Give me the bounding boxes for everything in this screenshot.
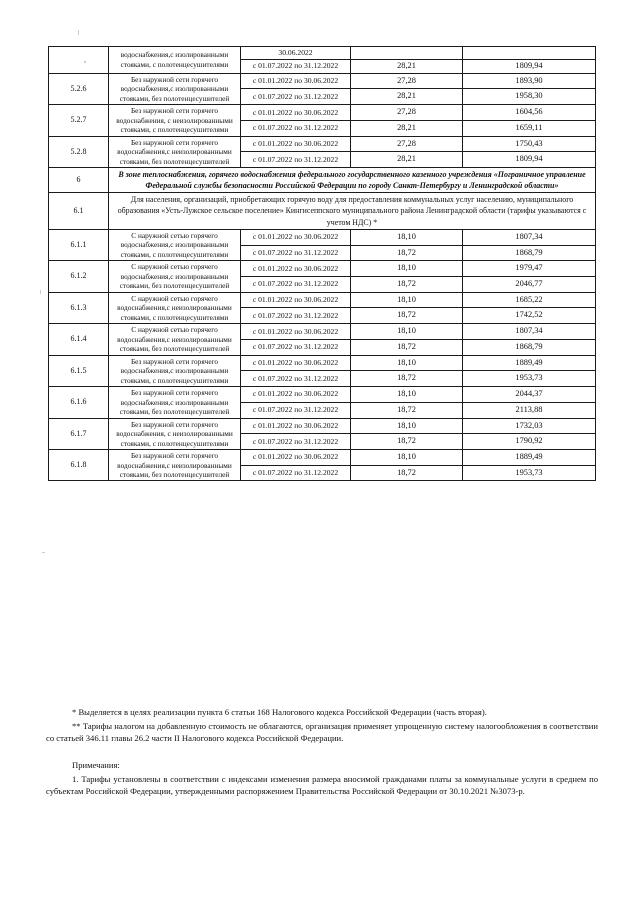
row-period: с 01.07.2022 по 31.12.2022 [241,371,351,387]
row-sum: 1604,56 [463,105,596,121]
row-tariff: 28,21 [351,89,463,105]
row-tariff: 18,72 [351,277,463,293]
row-number: 6.1.8 [49,450,109,481]
row-tariff [351,47,463,60]
row-sum: 1889,49 [463,450,596,466]
row-tariff: 18,72 [351,308,463,324]
row-period: с 01.01.2022 по 30.06.2022 [241,136,351,152]
row-tariff: 27,28 [351,105,463,121]
row-tariff: 18,72 [351,245,463,261]
row-description: С наружной сетью горячего водоснабжения,с изолированными стояками, без полотенцесушителей [109,261,241,292]
row-period: с 01.07.2022 по 31.12.2022 [241,434,351,450]
tariff-table [48,46,596,481]
row-sum: 1953,73 [463,371,596,387]
scan-speck [42,552,45,553]
row-tariff: 18,10 [351,418,463,434]
row-description: Без наружной сети горячего водоснабжения,с неизолированными стояками, без полотенцесушителей [109,136,241,167]
row-period: 30.06.2022 [241,47,351,60]
row-period: с 01.07.2022 по 31.12.2022 [241,308,351,324]
row-period: с 01.01.2022 по 30.06.2022 [241,73,351,89]
row-number: 6.1.4 [49,324,109,355]
row-sum: 2046,77 [463,277,596,293]
row-number: 6.1.3 [49,292,109,323]
row-number: 6.1.6 [49,387,109,418]
row-period: с 01.07.2022 по 31.12.2022 [241,465,351,481]
row-period: с 01.07.2022 по 31.12.2022 [241,402,351,418]
row-sum: 1807,34 [463,324,596,340]
row-period: с 01.07.2022 по 31.12.2022 [241,60,351,74]
row-period: с 01.07.2022 по 31.12.2022 [241,245,351,261]
row-tariff: 18,72 [351,434,463,450]
row-number [49,47,109,74]
row-period: с 01.01.2022 по 30.06.2022 [241,105,351,121]
row-number: 5.2.7 [49,105,109,136]
row-description: С наружной сетью горячего водоснабжения,с неизолированными стояками, с полотенцесушителями [109,292,241,323]
subsection-header-row [49,193,596,230]
subsection-title: Для населения, организаций, приобретающих горячую воду для предоставления коммунальных услуг населению, муниципального образования «Усть-Лужское сельское поселение» Кингисеппского муниципального района Ленинградской области (тарифы указываются с учетом НДС) * [109,193,596,230]
row-description: водоснабжения,с изолированными стояками, с полотенцесушителями [109,47,241,74]
row-sum: 1742,52 [463,308,596,324]
row-tariff: 18,10 [351,324,463,340]
row-tariff: 28,21 [351,120,463,136]
section-header-row [49,168,596,193]
scan-speck [40,290,41,294]
row-sum: 1868,79 [463,339,596,355]
table-row [49,292,596,308]
tariff-table-body [49,47,596,481]
row-sum [463,47,596,60]
row-period: с 01.01.2022 по 30.06.2022 [241,387,351,403]
notes-title: Примечания: [72,759,120,770]
subsection-number: 6.1 [49,193,109,230]
row-sum: 2113,88 [463,402,596,418]
row-period: с 01.01.2022 по 30.06.2022 [241,450,351,466]
row-period: с 01.07.2022 по 31.12.2022 [241,152,351,168]
row-period: с 01.01.2022 по 30.06.2022 [241,355,351,371]
row-number: 6.1.2 [49,261,109,292]
footnote-single-star: * Выделяется в целях реализации пункта 6 статьи 168 Налогового кодекса Российской Федерации (часть вторая). [72,707,487,717]
row-description: Без наружной сети горячего водоснабжения,с изолированными стояками, без полотенцесушителей [109,387,241,418]
row-period: с 01.01.2022 по 30.06.2022 [241,292,351,308]
row-sum: 1809,94 [463,60,596,74]
row-tariff: 18,10 [351,229,463,245]
section-title: В зоне теплоснабжения, горячего водоснабжения федерального государственного казенного учреждения «Пограничное управление Федеральной службы безопасности Российской Федерации по городу Санкт-Петербургу и Ленинградской области» [109,168,596,193]
row-number: 5.2.8 [49,136,109,167]
scan-speck [78,30,79,35]
row-period: с 01.01.2022 по 30.06.2022 [241,324,351,340]
row-period: с 01.01.2022 по 30.06.2022 [241,418,351,434]
row-number: 6.1.5 [49,355,109,386]
row-period: с 01.01.2022 по 30.06.2022 [241,229,351,245]
row-sum: 1685,22 [463,292,596,308]
table-row [49,73,596,89]
notes-section [46,706,598,799]
row-sum: 1889,49 [463,355,596,371]
row-description: Без наружной сети горячего водоснабжения, с неизолированными стояками, с полотенцесушителями [109,418,241,449]
row-tariff: 18,10 [351,292,463,308]
row-tariff: 27,28 [351,136,463,152]
row-sum: 1958,30 [463,89,596,105]
row-sum: 1807,34 [463,229,596,245]
row-tariff: 18,10 [351,387,463,403]
row-tariff: 18,10 [351,261,463,277]
table-row [49,47,596,60]
note-item-1: 1. Тарифы установлены в соответствии с индексами изменения размера вносимой гражданами платы за коммунальные услуги в среднем по субъектам Российской Федерации, утвержденными распоряжением Правительства Российской Федерации от 30.10.2021 №3073-р. [46,773,598,797]
row-sum: 1790,92 [463,434,596,450]
row-tariff: 18,72 [351,402,463,418]
table-row [49,450,596,466]
row-tariff: 18,10 [351,355,463,371]
row-period: с 01.07.2022 по 31.12.2022 [241,339,351,355]
row-number: 6.1.7 [49,418,109,449]
table-row [49,418,596,434]
table-row [49,261,596,277]
row-period: с 01.01.2022 по 30.06.2022 [241,261,351,277]
row-sum: 1732,03 [463,418,596,434]
row-tariff: 28,21 [351,152,463,168]
row-period: с 01.07.2022 по 31.12.2022 [241,120,351,136]
row-tariff: 28,21 [351,60,463,74]
row-description: С наружной сетью горячего водоснабжения,с изолированными стояками, с полотенцесушителями [109,229,241,260]
row-sum: 1868,79 [463,245,596,261]
row-sum: 1750,43 [463,136,596,152]
table-row [49,324,596,340]
row-sum: 1809,94 [463,152,596,168]
notes-spacer [46,746,598,759]
row-description: Без наружной сети горячего водоснабжения, с неизолированными стояками, с полотенцесушителями [109,105,241,136]
row-period: с 01.07.2022 по 31.12.2022 [241,277,351,293]
row-sum: 1979,47 [463,261,596,277]
section-number: 6 [49,168,109,193]
row-tariff: 18,72 [351,339,463,355]
table-row [49,387,596,403]
row-tariff: 18,72 [351,371,463,387]
row-description: Без наружной сети горячего водоснабжения,с неизолированными стояками, без полотенцесушителей [109,450,241,481]
row-sum: 2044,37 [463,387,596,403]
row-tariff: 27,28 [351,73,463,89]
row-sum: 1659,11 [463,120,596,136]
row-description: Без наружной сети горячего водоснабжения,с изолированными стояками, без полотенцесушителей [109,73,241,104]
row-number: 5.2.6 [49,73,109,104]
row-tariff: 18,72 [351,465,463,481]
table-row [49,355,596,371]
row-sum: 1953,73 [463,465,596,481]
row-tariff: 18,10 [351,450,463,466]
table-row [49,229,596,245]
row-sum: 1893,90 [463,73,596,89]
row-number: 6.1.1 [49,229,109,260]
row-description: Без наружной сети горячего водоснабжения,с изолированными стояками, с полотенцесушителями [109,355,241,386]
table-row [49,105,596,121]
row-period: с 01.07.2022 по 31.12.2022 [241,89,351,105]
table-row [49,136,596,152]
row-description: С наружной сетью горячего водоснабжения,с неизолированными стояками, без полотенцесушителей [109,324,241,355]
footnote-double-star: ** Тарифы налогом на добавленную стоимость не облагаются, организация применяет упрощенную систему налогообложения в соответствии со статьей 346.11 главы 26.2 части II Налогового кодекса Российской Федерации. [46,720,598,743]
